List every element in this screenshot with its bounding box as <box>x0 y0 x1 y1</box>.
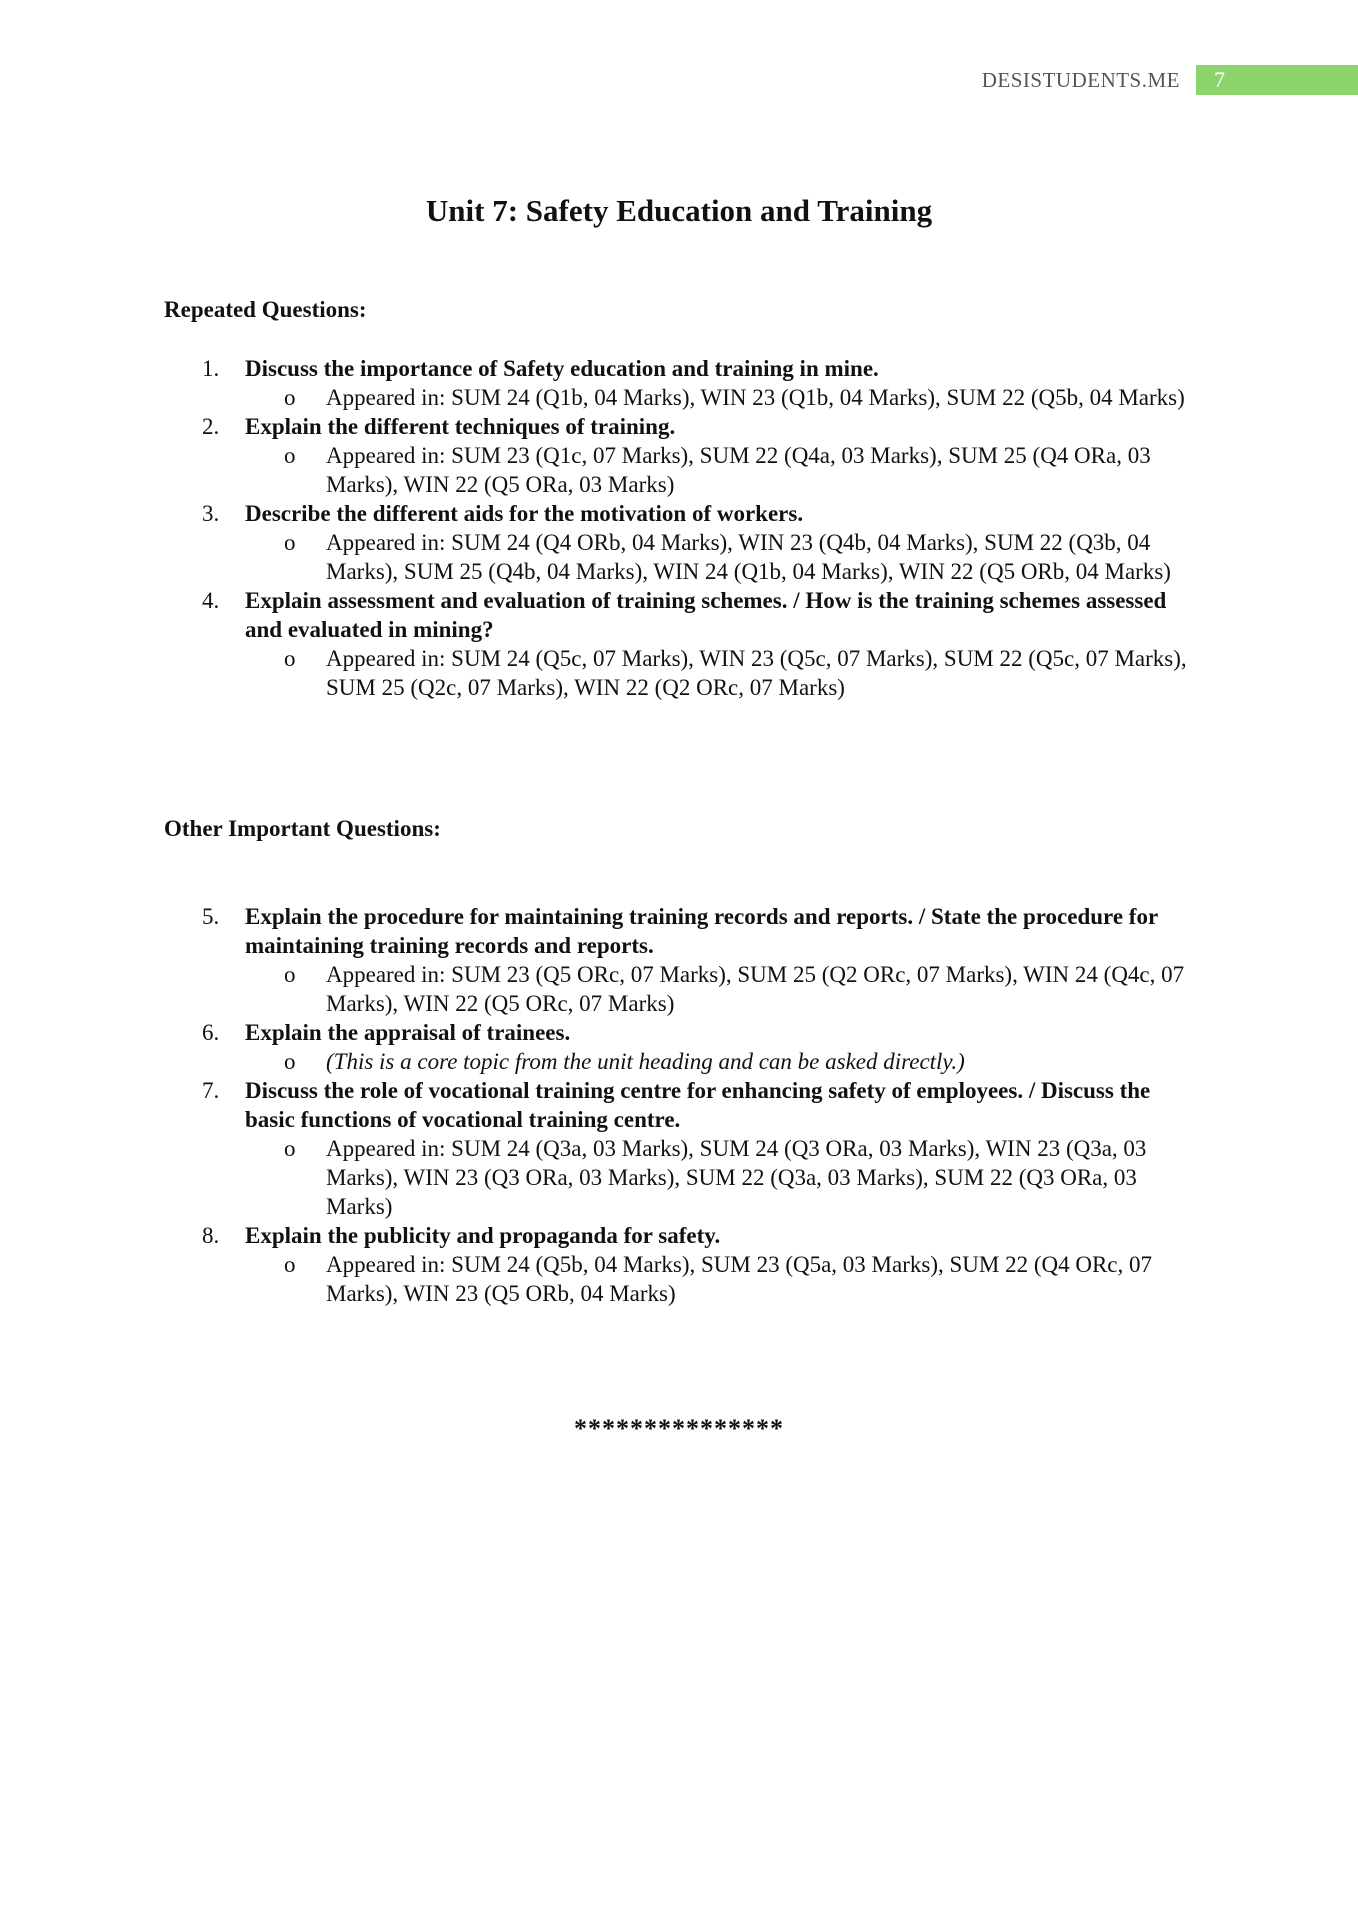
question-text: Explain assessment and evaluation of training schemes. / How is the training schemes assessed and evaluated in mining? <box>245 588 1167 642</box>
appearance-text: Appeared in: SUM 24 (Q5c, 07 Marks), WIN 23 (Q5c, 07 Marks), SUM 22 (Q5c, 07 Marks), SUM 25 (Q2c, 07 Marks), WIN 22 (Q2 ORc, 07 Marks) <box>326 646 1187 700</box>
question-item <box>164 1221 1204 1308</box>
question-note <box>245 1047 1204 1076</box>
question-item <box>164 412 1204 499</box>
question-number: 8. <box>202 1223 220 1248</box>
bullet-icon: o <box>284 530 296 555</box>
question-text: Discuss the role of vocational training centre for enhancing safety of employees. / Discuss the basic functions of vocational training centre. <box>245 1078 1151 1132</box>
question-appearances <box>245 644 1204 702</box>
question-text: Explain the procedure for maintaining training records and reports. / State the procedure for maintaining training records and reports. <box>245 904 1158 958</box>
bullet-icon: o <box>284 385 296 410</box>
question-text: Discuss the importance of Safety education and training in mine. <box>245 356 879 381</box>
question-appearances <box>245 1134 1204 1221</box>
end-divider: *************** <box>574 1414 784 1443</box>
question-text: Explain the different techniques of training. <box>245 414 676 439</box>
page-header <box>982 64 1358 96</box>
appearance-text: Appeared in: SUM 23 (Q5 ORc, 07 Marks), SUM 25 (Q2 ORc, 07 Marks), WIN 24 (Q4c, 07 Marks), WIN 22 (Q5 ORc, 07 Marks) <box>326 962 1185 1016</box>
question-text: Explain the publicity and propaganda for safety. <box>245 1223 721 1248</box>
bullet-icon: o <box>284 1252 296 1277</box>
bullet-icon: o <box>284 1136 296 1161</box>
question-number: 5. <box>202 904 220 929</box>
question-number: 1. <box>202 356 220 381</box>
question-number: 6. <box>202 1020 220 1045</box>
site-brand: DESISTUDENTS.ME <box>981 67 1180 92</box>
question-item <box>164 354 1204 412</box>
bullet-icon: o <box>284 443 296 468</box>
bullet-icon: o <box>284 646 296 671</box>
question-item <box>164 499 1204 586</box>
question-item <box>164 586 1204 702</box>
question-text: Describe the different aids for the motivation of workers. <box>245 501 804 526</box>
bullet-icon: o <box>284 1049 296 1074</box>
other-questions-heading: Other Important Questions: <box>164 816 441 841</box>
question-item <box>164 902 1204 1018</box>
question-item <box>164 1076 1204 1221</box>
bullet-icon: o <box>284 962 296 987</box>
question-number: 4. <box>202 588 220 613</box>
question-number: 3. <box>202 501 220 526</box>
question-appearances <box>245 528 1204 586</box>
question-number: 2. <box>202 414 220 439</box>
repeated-questions-list <box>164 354 1204 702</box>
question-appearances <box>245 441 1204 499</box>
appearance-text: Appeared in: SUM 24 (Q1b, 04 Marks), WIN 23 (Q1b, 04 Marks), SUM 22 (Q5b, 04 Marks) <box>326 385 1185 410</box>
question-item <box>164 1018 1204 1076</box>
note-text: (This is a core topic from the unit heading and can be asked directly.) <box>326 1049 965 1074</box>
appearance-text: Appeared in: SUM 24 (Q5b, 04 Marks), SUM 23 (Q5a, 03 Marks), SUM 22 (Q4 ORc, 07 Marks), WIN 23 (Q5 ORb, 04 Marks) <box>326 1252 1153 1306</box>
repeated-questions-heading: Repeated Questions: <box>164 297 367 322</box>
appearance-text: Appeared in: SUM 24 (Q3a, 03 Marks), SUM 24 (Q3 ORa, 03 Marks), WIN 23 (Q3a, 03 Marks), WIN 23 (Q3 ORa, 03 Marks), SUM 22 (Q3a, 03 Marks), SUM 22 (Q3 ORa, 03 Marks) <box>326 1136 1147 1219</box>
question-appearances <box>245 383 1204 412</box>
question-number: 7. <box>202 1078 220 1103</box>
page-number: 7 <box>1196 65 1358 95</box>
page-title: Unit 7: Safety Education and Training <box>425 193 933 228</box>
question-appearances <box>245 960 1204 1018</box>
other-questions-list <box>164 902 1204 1308</box>
appearance-text: Appeared in: SUM 23 (Q1c, 07 Marks), SUM 22 (Q4a, 03 Marks), SUM 25 (Q4 ORa, 03 Marks), WIN 22 (Q5 ORa, 03 Marks) <box>326 443 1151 497</box>
question-appearances <box>245 1250 1204 1308</box>
appearance-text: Appeared in: SUM 24 (Q4 ORb, 04 Marks), WIN 23 (Q4b, 04 Marks), SUM 22 (Q3b, 04 Marks), SUM 25 (Q4b, 04 Marks), WIN 24 (Q1b, 04 Marks), WIN 22 (Q5 ORb, 04 Marks) <box>326 530 1171 584</box>
question-text: Explain the appraisal of trainees. <box>245 1020 571 1045</box>
